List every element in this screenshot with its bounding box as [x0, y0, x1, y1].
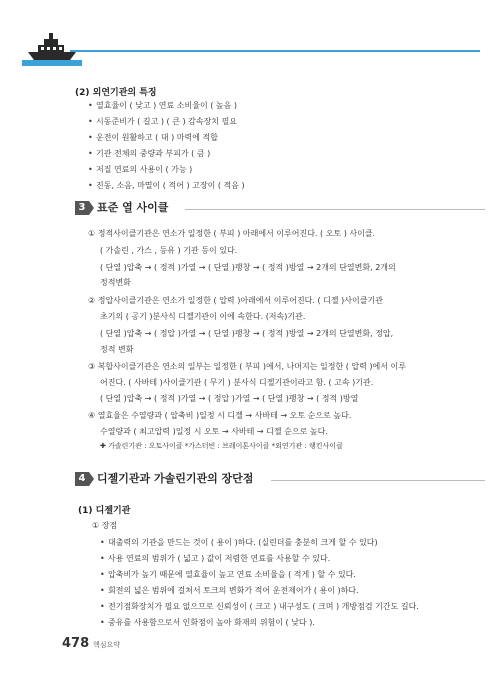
list-item: • 저질 연료의 사용이 ( 가능 ) [88, 165, 193, 174]
section-header [75, 472, 485, 488]
list-item-text: 중유를 사용함으로서 인화점이 높아 화재의 위험이 ( 낮다 ). [108, 618, 315, 627]
list-item: • 운전이 원활하고 ( 대 ) 마력에 적합 [88, 133, 218, 142]
list-item-text: 사용 연료의 범위가 ( 넓고 ) 값이 저렴한 연료를 사용할 수 있다. [108, 554, 331, 563]
page-number: 478 [62, 636, 90, 651]
list-item-text: 진동, 소음, 마멸이 ( 적어 ) 고장이 ( 적음 ) [96, 181, 245, 190]
list-item: • 사용 연료의 범위가 ( 넓고 ) 값이 저렴한 연료를 사용할 수 있다. [100, 554, 331, 563]
paragraph-line: ( 단열 )압축 → ( 정압 )가열 → ( 단열 )팽창 → ( 정적 )방열 → 2개의 단열변화, 정압, [100, 329, 394, 338]
paragraph-line: 수열량과 ( 최고압력 )일정 시 오토 → 사바테 → 디젤 순으로 높다. [100, 427, 328, 436]
list-item-text: 회전의 넓은 범위에 걸쳐서 토크의 변화가 적어 운전제어가 ( 용이 )하다. [108, 586, 359, 595]
paragraph-line: ③ 복합사이클기관은 연소의 일부는 일정한 ( 부피 )에서, 나머지는 일정한 ( 압력 )에서 이루 [88, 362, 407, 371]
list-item: • 시동준비가 ( 길고 ) ( 큰 ) 감속장치 필요 [88, 117, 238, 126]
subsubsection-heading: ① 장점 [92, 521, 118, 530]
header-rule [70, 50, 480, 52]
paragraph-line: ( 가솔린 , 가스 , 등유 ) 기관 등이 있다. [100, 246, 238, 255]
note-line: ✚ 가솔린기관 : 오토사이클 *가스터빈 : 브레이톤사이클 *외연기관 : 랭킨사이클 [100, 442, 343, 450]
list-item-text: 열효율이 ( 낮고 ) 연료 소비율이 ( 높음 ) [96, 101, 238, 110]
section-title: 표준 열 사이클 [97, 201, 169, 214]
list-item: • 대출력의 기관을 만드는 것이 ( 용이 )하다. (실린더를 충분히 크게 할 수 있다) [100, 538, 378, 547]
list-item-text: 전기점화장치가 필요 없으므로 신뢰성이 ( 크고 ) 내구성도 ( 크며 ) 개방점검 기간도 길다. [108, 602, 419, 611]
paragraph-line: ④ 열효율은 수열량과 ( 압축비 )일정 시 디젤 → 사바테 → 오토 순으로 높다. [88, 411, 352, 420]
section-heading: (2) 외연기관의 특징 [75, 88, 157, 98]
list-item: • 중유를 사용함으로서 인화점이 높아 화재의 위험이 ( 낮다 ). [100, 618, 315, 627]
section-number-badge: 4 [75, 472, 89, 486]
paragraph-line: 초기의 ( 공기 )분사식 디젤기관이 이에 속한다. (저속)기관. [100, 312, 306, 321]
list-item: • 전기점화장치가 필요 없으므로 신뢰성이 ( 크고 ) 내구성도 ( 크며 ) 개방점검 기간도 길다. [100, 602, 419, 611]
section-rule [271, 480, 485, 481]
section-header [75, 201, 485, 217]
list-item: • 기관 전체의 중량과 부피가 ( 큼 ) [88, 149, 211, 158]
paragraph-line: 정적변화 [100, 278, 131, 287]
list-item: • 압축비가 높기 때문에 열효율이 높고 연료 소비율을 ( 적게 ) 할 수 있다. [100, 570, 356, 579]
section-title: 디젤기관과 가솔린기관의 장단점 [97, 472, 254, 485]
section-rule [185, 209, 485, 210]
page-header [0, 0, 500, 60]
section-number-badge: 3 [75, 201, 89, 215]
list-item-text: 운전이 원활하고 ( 대 ) 마력에 적합 [96, 133, 218, 142]
list-item-text: 저질 연료의 사용이 ( 가능 ) [96, 165, 193, 174]
list-item: • 회전의 넓은 범위에 걸쳐서 토크의 변화가 적어 운전제어가 ( 용이 )하다. [100, 586, 359, 595]
list-item-text: 시동준비가 ( 길고 ) ( 큰 ) 감속장치 필요 [96, 117, 238, 126]
list-item-text: 대출력의 기관을 만드는 것이 ( 용이 )하다. (실린더를 충분히 크게 할 수 있다) [108, 538, 378, 547]
paragraph-line: ① 정적사이클기관은 연소가 일정한 ( 부피 ) 아래에서 이루어진다. ( 오토 ) 사이클. [88, 229, 376, 238]
list-item: • 열효율이 ( 낮고 ) 연료 소비율이 ( 높음 ) [88, 101, 238, 110]
ship-icon [22, 30, 82, 66]
paragraph-line: 정적 변화 [100, 345, 134, 354]
paragraph-line: ( 단열 )압축 → ( 정적 )가열 → ( 정압 )가열 → ( 단열 )팽창 → ( 정적 )방열 [100, 394, 359, 403]
paragraph-line: ② 정압사이클기관은 연소가 일정한 ( 압력 )아래에서 이루어진다. ( 디젤 )사이클기관 [88, 296, 383, 305]
list-item: • 진동, 소음, 마멸이 ( 적어 ) 고장이 ( 적음 ) [88, 181, 245, 190]
list-item-text: 기관 전체의 중량과 부피가 ( 큼 ) [96, 149, 211, 158]
footer-label: 핵심요약 [93, 641, 121, 649]
paragraph-line: 어진다. ( 사바테 )사이클기관 ( 무기 ) 분사식 디젤기관이라고 함. ( 고속 )기관. [100, 378, 374, 387]
list-item-text: 압축비가 높기 때문에 열효율이 높고 연료 소비율을 ( 적게 ) 할 수 있다. [108, 570, 356, 579]
subsection-heading: (1) 디젤기관 [78, 506, 131, 516]
paragraph-line: ( 단열 )압축 → ( 정적 )가열 → ( 단열 )팽창 → ( 정적 )방열 → 2개의 단열변화, 2개의 [100, 263, 396, 272]
